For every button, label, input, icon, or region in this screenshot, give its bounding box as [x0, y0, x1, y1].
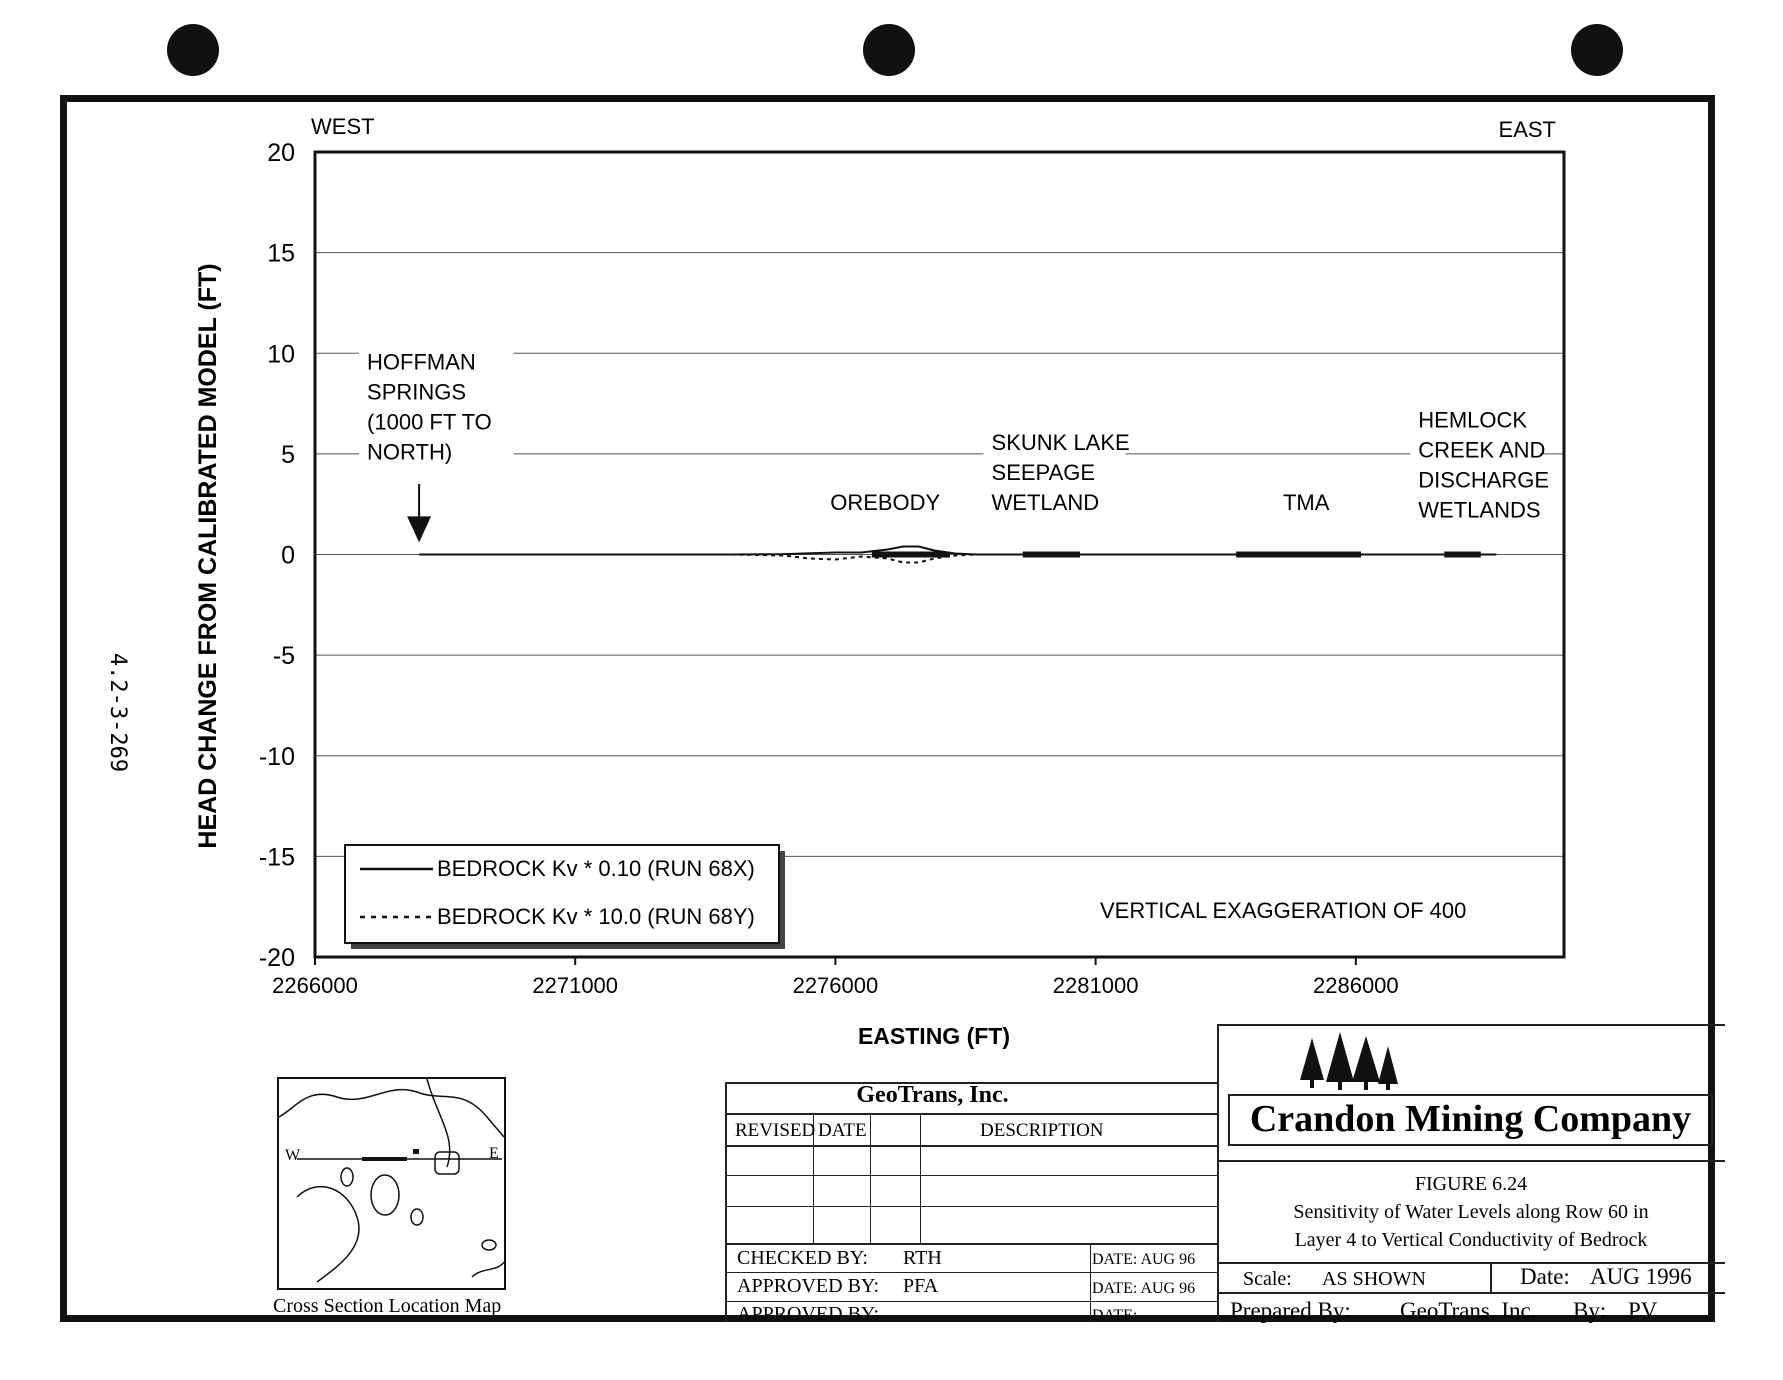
- map-east-label: E: [489, 1145, 499, 1162]
- annotation-text: TMA: [1282, 490, 1330, 516]
- annotation-text: DISCHARGE: [1418, 467, 1550, 493]
- springs-arrow-head: [407, 516, 431, 542]
- x-tick-label: 2286000: [1313, 973, 1399, 998]
- annotation-text: SEEPAGE: [991, 459, 1096, 485]
- scale-value: AS SHOWN: [1322, 1268, 1426, 1290]
- figure-number: FIGURE 6.24: [1414, 1173, 1528, 1195]
- divider: [725, 1145, 1218, 1147]
- legend-entry-dashed: BEDROCK Kv * 10.0 (RUN 68Y): [437, 904, 755, 929]
- legend: [345, 845, 785, 949]
- vertical-exaggeration-note: VERTICAL EXAGGERATION OF 400: [1100, 898, 1467, 923]
- y-tick-label: -15: [258, 843, 295, 872]
- direction-east-label: EAST: [1498, 117, 1556, 142]
- prepared-by-value: GeoTrans, Inc.: [1400, 1298, 1537, 1323]
- annotation-text: NORTH): [367, 439, 453, 465]
- col-divider: [1090, 1243, 1091, 1322]
- revision-header-revised: REVISED: [735, 1120, 816, 1141]
- checked-by-value: RTH: [903, 1247, 942, 1269]
- date-label: Date:: [1520, 1264, 1570, 1289]
- figure-caption-line2: Layer 4 to Vertical Conductivity of Bedrock: [1294, 1229, 1648, 1251]
- divider: [725, 1301, 1218, 1302]
- legend-entry-solid: BEDROCK Kv * 0.10 (RUN 68X): [437, 856, 755, 881]
- divider: [725, 1113, 1218, 1115]
- scale-label: Scale:: [1243, 1268, 1292, 1290]
- direction-west-label: WEST: [311, 114, 375, 139]
- y-axis-label: HEAD CHANGE FROM CALIBRATED MODEL (FT): [194, 263, 222, 849]
- annotations: [359, 345, 1549, 542]
- divider: [1217, 1292, 1725, 1294]
- annotation-text: WETLAND: [991, 489, 1100, 515]
- annotation-text: HOFFMAN: [367, 349, 476, 375]
- annotation-text: HEMLOCK: [1418, 407, 1528, 433]
- col-divider: [920, 1113, 921, 1243]
- divider: [725, 1272, 1218, 1273]
- annotation-text: CREEK AND: [1418, 437, 1546, 463]
- annotation-text: (1000 FT TO: [367, 409, 492, 435]
- y-tick-label: 15: [267, 239, 295, 268]
- x-tick-label: 2276000: [792, 973, 879, 998]
- approved-date: DATE: AUG 96: [1092, 1280, 1196, 1297]
- map-west-label: W: [285, 1147, 301, 1164]
- annotation-text: SPRINGS: [367, 379, 467, 405]
- by-value: PV: [1628, 1298, 1658, 1323]
- y-tick-label: 5: [281, 440, 295, 469]
- approved-by-value: PFA: [903, 1275, 939, 1297]
- col-divider: [1490, 1262, 1492, 1292]
- approved-by2-label: APPROVED BY:: [737, 1303, 880, 1325]
- y-tick-label: -5: [272, 642, 295, 671]
- prepared-by-label: Prepared By:: [1230, 1298, 1351, 1323]
- checked-by-label: CHECKED BY:: [737, 1247, 868, 1269]
- divider: [1217, 1160, 1725, 1162]
- location-map-drawing: [277, 1077, 506, 1290]
- annotation-text: WETLANDS: [1418, 497, 1541, 523]
- location-map: [277, 1077, 506, 1290]
- series-lines: [419, 547, 1496, 563]
- revision-block-company: GeoTrans, Inc.: [856, 1082, 1009, 1108]
- x-tick-label: 2271000: [532, 973, 619, 998]
- divider: [725, 1243, 1218, 1245]
- annotation-text: OREBODY: [830, 490, 941, 516]
- revision-header-description: DESCRIPTION: [980, 1120, 1104, 1141]
- y-tick-label: 10: [267, 340, 295, 369]
- checked-date: DATE: AUG 96: [1092, 1251, 1196, 1268]
- y-tick-label: 20: [267, 139, 295, 167]
- trees-logo: [1294, 1030, 1404, 1094]
- y-tick-label: -20: [258, 944, 295, 972]
- figure-caption-line1: Sensitivity of Water Levels along Row 60 in: [1293, 1201, 1649, 1223]
- x-tick-label: 2266000: [272, 973, 358, 998]
- approved-date2: DATE:: [1092, 1307, 1138, 1324]
- x-axis-label: EASTING (FT): [857, 1023, 1011, 1049]
- date-value: AUG 1996: [1590, 1264, 1692, 1289]
- page-number: 4.2-3-269: [105, 652, 131, 773]
- company-name: Crandon Mining Company: [1249, 1098, 1692, 1140]
- annotation-text: SKUNK LAKE: [991, 429, 1130, 455]
- revision-header-date: DATE: [818, 1120, 867, 1141]
- y-tick-label: 0: [281, 541, 295, 570]
- divider: [725, 1175, 1218, 1176]
- approved-by-label: APPROVED BY:: [737, 1275, 880, 1297]
- location-map-caption: Cross Section Location Map: [273, 1295, 502, 1317]
- divider: [725, 1206, 1218, 1207]
- y-tick-label: -10: [258, 742, 295, 771]
- by-label: By:: [1573, 1298, 1607, 1323]
- col-divider: [870, 1113, 871, 1243]
- x-tick-label: 2281000: [1052, 973, 1139, 998]
